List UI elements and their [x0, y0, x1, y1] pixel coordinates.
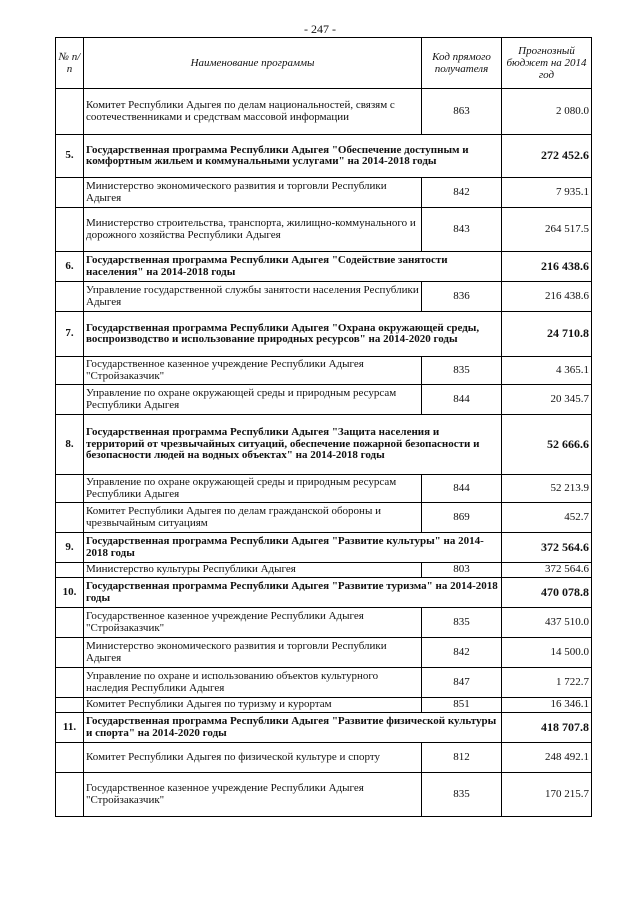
recipient-code: 835 — [422, 357, 502, 385]
program-budget: 52 666.6 — [502, 415, 592, 475]
recipient-code: 803 — [422, 563, 502, 578]
recipient-row — [56, 608, 592, 638]
recipient-name: Управление по охране окружающей среды и природным ресурсам Республики Адыгея — [84, 385, 422, 415]
row-number-empty — [56, 608, 84, 638]
recipient-name: Комитет Республики Адыгея по делам национальностей, связям с соотечественниками и средствам массовой информации — [84, 89, 422, 135]
recipient-name: Министерство строительства, транспорта, жилищно-коммунального и дорожного хозяйства Республики Адыгея — [84, 208, 422, 252]
row-number-empty — [56, 475, 84, 503]
header-code: Код прямого получателя — [422, 38, 502, 89]
row-number-empty — [56, 357, 84, 385]
recipient-code: 835 — [422, 773, 502, 817]
program-budget: 372 564.6 — [502, 533, 592, 563]
program-name: Государственная программа Республики Адыгея "Обеспечение доступным и комфортным жильем и коммунальными услугами" на 2014-2018 годы — [84, 135, 502, 178]
program-number: 9. — [56, 533, 84, 563]
recipient-name: Комитет Республики Адыгея по физической культуре и спорту — [84, 743, 422, 773]
recipient-row — [56, 668, 592, 698]
recipient-row — [56, 178, 592, 208]
recipient-budget: 7 935.1 — [502, 178, 592, 208]
program-budget: 216 438.6 — [502, 252, 592, 282]
recipient-budget: 2 080.0 — [502, 89, 592, 135]
row-number-empty — [56, 698, 84, 713]
row-number-empty — [56, 503, 84, 533]
recipient-name: Управление государственной службы занятости населения Республики Адыгея — [84, 282, 422, 312]
recipient-name: Управление по охране и использованию объектов культурного наследия Республики Адыгея — [84, 668, 422, 698]
recipient-name: Министерство экономического развития и торговли Республики Адыгея — [84, 638, 422, 668]
recipient-row — [56, 475, 592, 503]
recipient-name: Государственное казенное учреждение Республики Адыгея "Стройзаказчик" — [84, 773, 422, 817]
row-number-empty — [56, 178, 84, 208]
recipient-row — [56, 773, 592, 817]
recipient-name: Управление по охране окружающей среды и природным ресурсам Республики Адыгея — [84, 475, 422, 503]
recipient-code: 842 — [422, 638, 502, 668]
recipient-code: 842 — [422, 178, 502, 208]
program-name: Государственная программа Республики Адыгея "Защита населения и территорий от чрезвычайных ситуаций, обеспечение пожарной безопасности и безопасности людей на водных объектах" на 2014-2018 годы — [84, 415, 502, 475]
recipient-row — [56, 638, 592, 668]
budget-table — [55, 37, 592, 817]
recipient-budget: 4 365.1 — [502, 357, 592, 385]
program-name: Государственная программа Республики Адыгея "Развитие туризма" на 2014-2018 годы — [84, 578, 502, 608]
program-number: 7. — [56, 312, 84, 357]
recipient-row — [56, 698, 592, 713]
recipient-code: 836 — [422, 282, 502, 312]
row-number-empty — [56, 208, 84, 252]
row-number-empty — [56, 638, 84, 668]
header-name: Наименование программы — [84, 38, 422, 89]
program-budget: 418 707.8 — [502, 713, 592, 743]
row-number-empty — [56, 89, 84, 135]
recipient-budget: 20 345.7 — [502, 385, 592, 415]
program-number: 6. — [56, 252, 84, 282]
recipient-name: Государственное казенное учреждение Республики Адыгея "Стройзаказчик" — [84, 357, 422, 385]
recipient-row — [56, 385, 592, 415]
program-row — [56, 533, 592, 563]
row-number-empty — [56, 385, 84, 415]
table-body — [56, 89, 592, 817]
recipient-budget: 372 564.6 — [502, 563, 592, 578]
program-budget: 272 452.6 — [502, 135, 592, 178]
header-num: № п/п — [56, 38, 84, 89]
recipient-code: 851 — [422, 698, 502, 713]
page-number: - 247 - — [304, 22, 336, 36]
recipient-name: Комитет Республики Адыгея по туризму и курортам — [84, 698, 422, 713]
program-number: 11. — [56, 713, 84, 743]
recipient-code: 869 — [422, 503, 502, 533]
recipient-row — [56, 208, 592, 252]
program-number: 8. — [56, 415, 84, 475]
recipient-row — [56, 503, 592, 533]
recipient-budget: 170 215.7 — [502, 773, 592, 817]
program-row — [56, 578, 592, 608]
recipient-budget: 264 517.5 — [502, 208, 592, 252]
recipient-name: Государственное казенное учреждение Республики Адыгея "Стройзаказчик" — [84, 608, 422, 638]
recipient-budget: 437 510.0 — [502, 608, 592, 638]
recipient-name: Министерство экономического развития и торговли Республики Адыгея — [84, 178, 422, 208]
recipient-row — [56, 743, 592, 773]
row-number-empty — [56, 668, 84, 698]
header-budget: Прогнозный бюджет на 2014 год — [502, 38, 592, 89]
program-name: Государственная программа Республики Адыгея "Развитие физической культуры и спорта" на 2014-2020 годы — [84, 713, 502, 743]
recipient-code: 835 — [422, 608, 502, 638]
row-number-empty — [56, 773, 84, 817]
row-number-empty — [56, 563, 84, 578]
recipient-budget: 248 492.1 — [502, 743, 592, 773]
program-number: 5. — [56, 135, 84, 178]
table-header-row — [56, 38, 592, 89]
program-name: Государственная программа Республики Адыгея "Развитие культуры" на 2014-2018 годы — [84, 533, 502, 563]
program-number: 10. — [56, 578, 84, 608]
program-row — [56, 415, 592, 475]
recipient-code: 844 — [422, 385, 502, 415]
row-number-empty — [56, 743, 84, 773]
program-budget: 24 710.8 — [502, 312, 592, 357]
program-row — [56, 135, 592, 178]
recipient-budget: 452.7 — [502, 503, 592, 533]
row-number-empty — [56, 282, 84, 312]
recipient-budget: 14 500.0 — [502, 638, 592, 668]
recipient-code: 812 — [422, 743, 502, 773]
recipient-code: 863 — [422, 89, 502, 135]
recipient-budget: 52 213.9 — [502, 475, 592, 503]
recipient-code: 844 — [422, 475, 502, 503]
program-budget: 470 078.8 — [502, 578, 592, 608]
recipient-row — [56, 563, 592, 578]
recipient-code: 843 — [422, 208, 502, 252]
recipient-name: Комитет Республики Адыгея по делам гражданской обороны и чрезвычайным ситуациям — [84, 503, 422, 533]
program-row — [56, 252, 592, 282]
recipient-name: Министерство культуры Республики Адыгея — [84, 563, 422, 578]
recipient-budget: 16 346.1 — [502, 698, 592, 713]
program-name: Государственная программа Республики Адыгея "Охрана окружающей среды, воспроизводство и использование природных ресурсов" на 2014-2020 годы — [84, 312, 502, 357]
recipient-row — [56, 89, 592, 135]
recipient-code: 847 — [422, 668, 502, 698]
program-row — [56, 312, 592, 357]
program-name: Государственная программа Республики Адыгея "Содействие занятости населения" на 2014-2018 годы — [84, 252, 502, 282]
recipient-row — [56, 357, 592, 385]
recipient-budget: 216 438.6 — [502, 282, 592, 312]
recipient-row — [56, 282, 592, 312]
recipient-budget: 1 722.7 — [502, 668, 592, 698]
program-row — [56, 713, 592, 743]
